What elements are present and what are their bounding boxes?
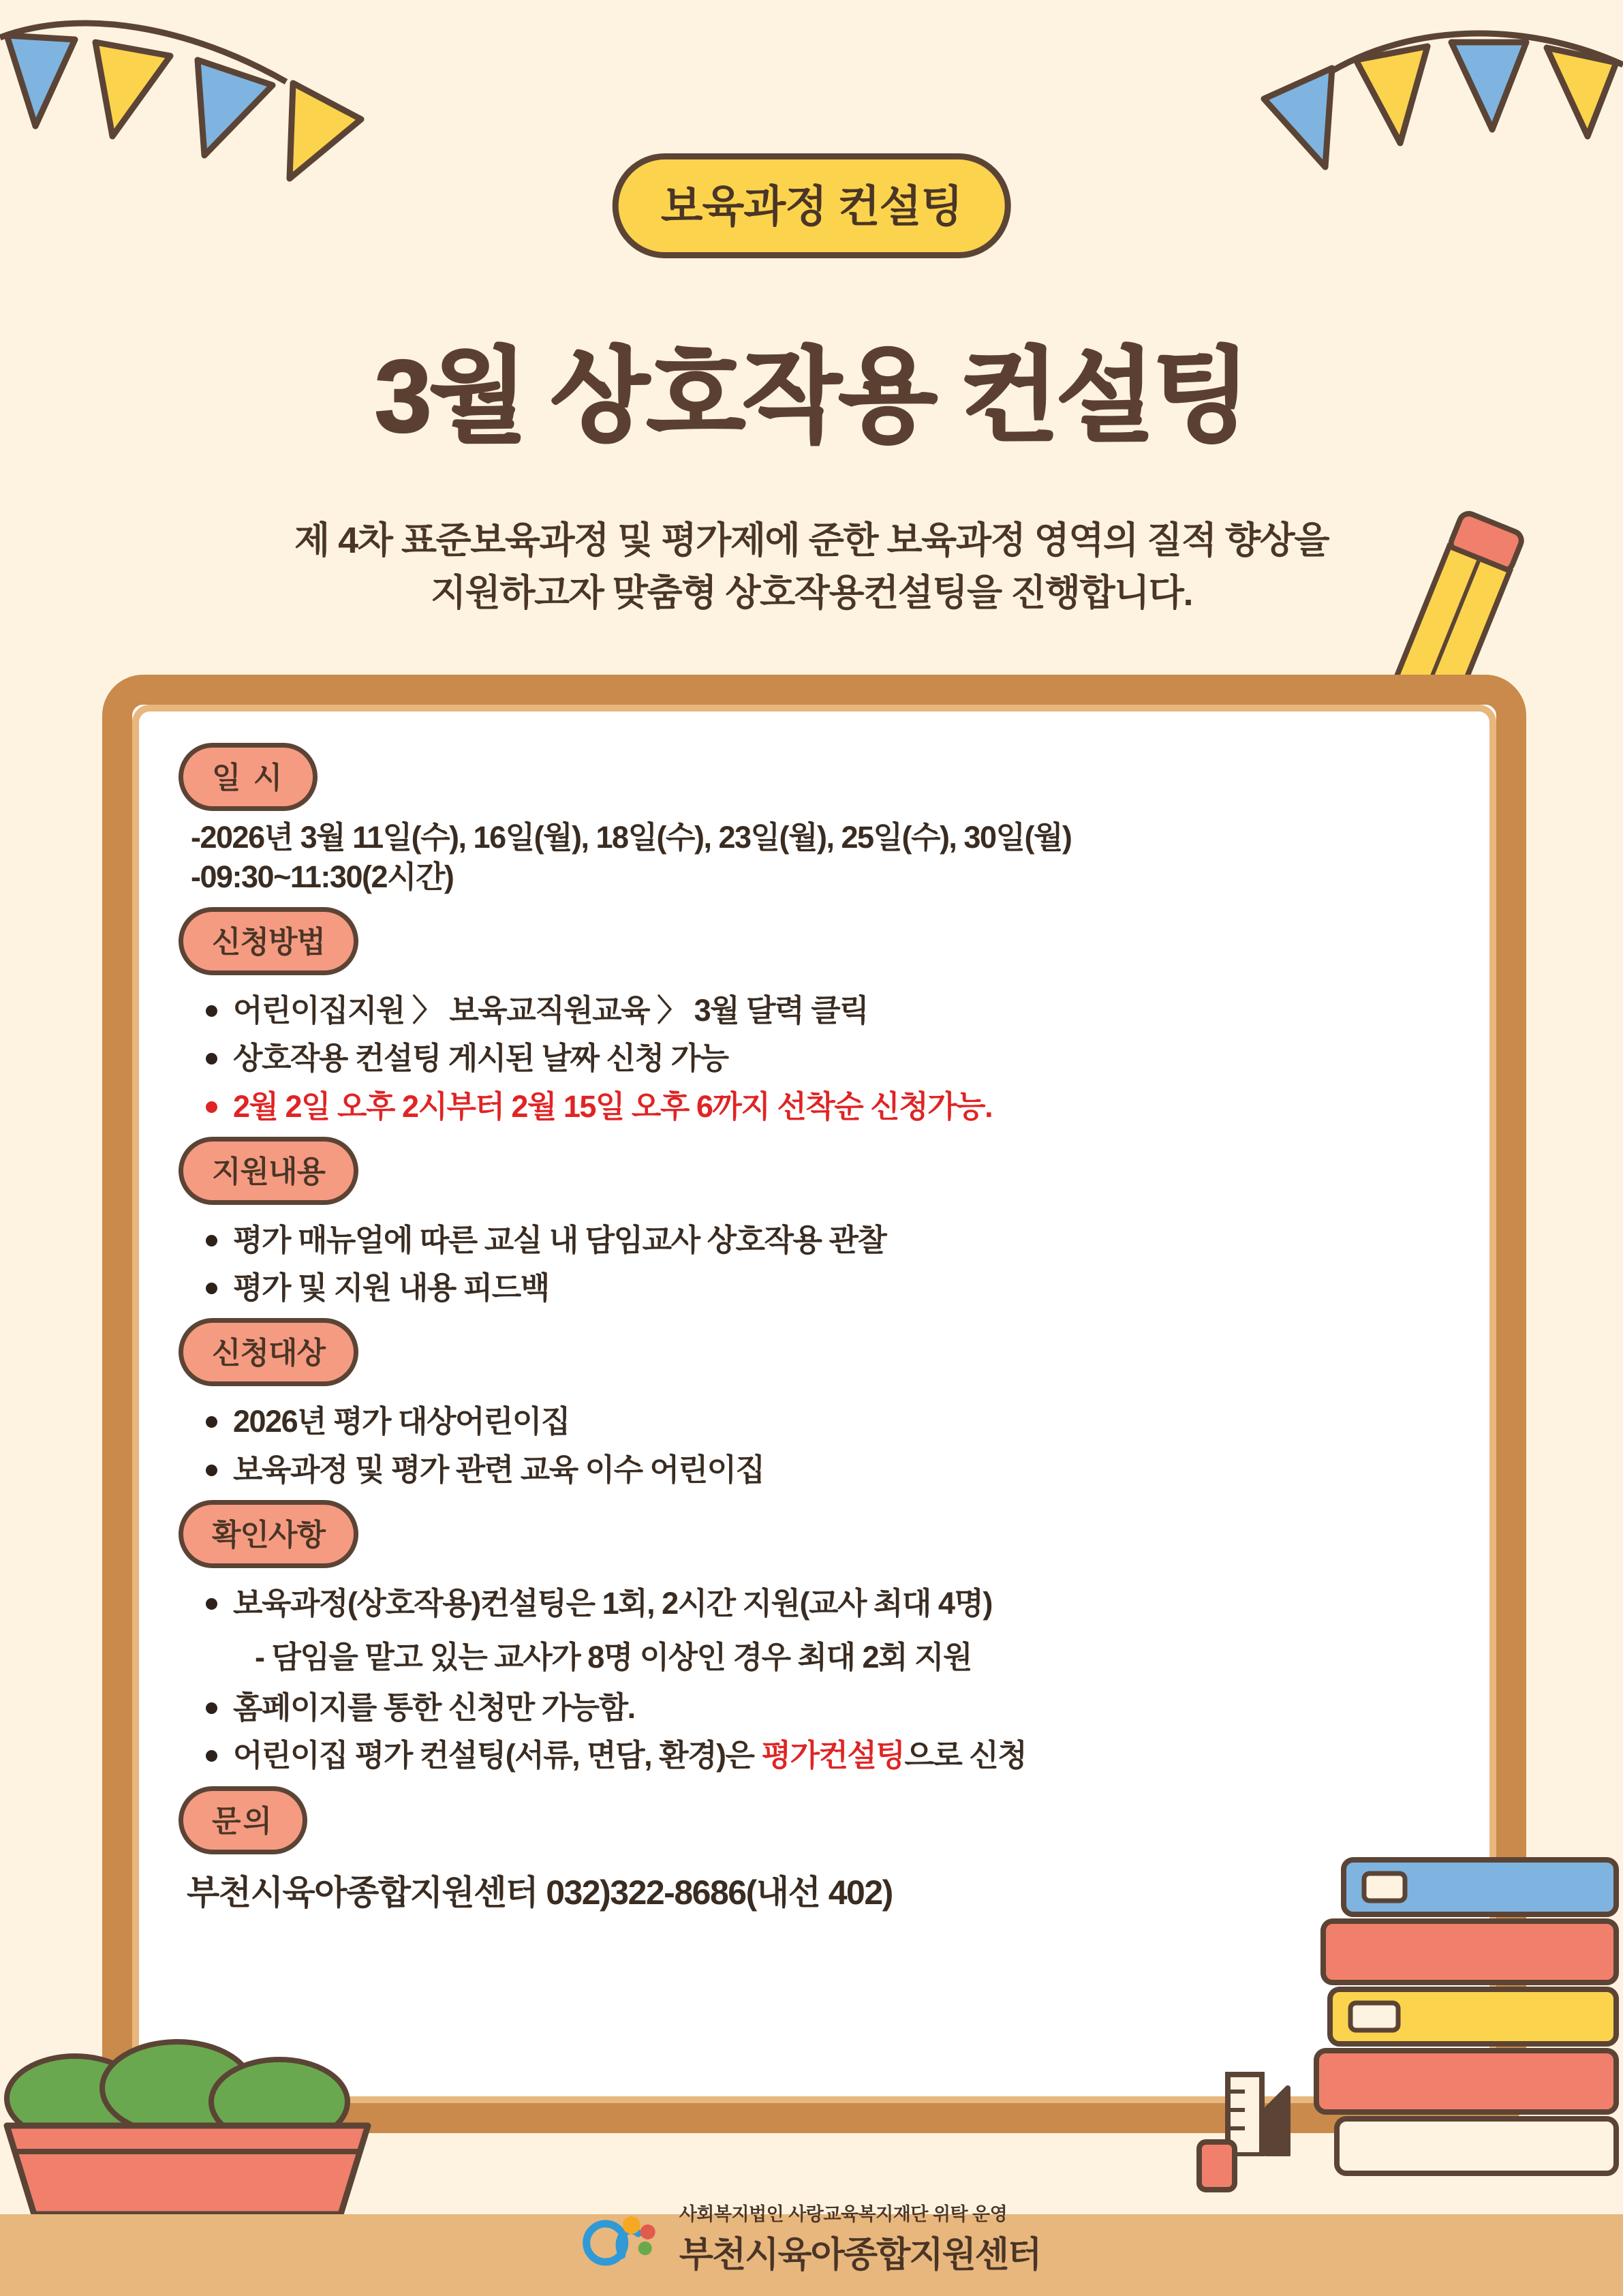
apply-method-list: [179, 992, 1450, 1126]
list-item: 평가 및 지원 내용 피드백: [202, 1269, 1450, 1307]
eraser-icon: [1194, 2132, 1241, 2194]
notes-item3-highlight: 평가컨설팅: [761, 1738, 905, 1773]
footer-subtitle: 사회복지법인 사랑교육복지재단 위탁 운영: [679, 2204, 1008, 2224]
plant-illustration: [0, 1996, 422, 2221]
subtitle-line-1: 제 4차 표준보육과정 및 평가제에 준한 보육과정 영역의 질적 향상을: [294, 520, 1329, 561]
books-illustration: [1310, 1833, 1623, 2214]
section-inquiry: [179, 1786, 1450, 1914]
center-logo-icon: [583, 2209, 664, 2267]
footer-title: 부천시육아종합지원센터: [679, 2235, 1041, 2275]
target-list: [179, 1403, 1450, 1489]
section-support-content: [179, 1137, 1450, 1308]
datetime-line-1: -2026년 3월 11일(수), 16일(월), 18일(수), 23일(월), 25일(수), 30일(월): [191, 820, 1072, 855]
support-content-list: [179, 1221, 1450, 1308]
section-label-inquiry: 문의: [179, 1786, 307, 1854]
notes-item3-prefix: 어린이집 평가 컨설팅(서류, 면담, 환경)은: [233, 1738, 762, 1773]
list-item: 어린이집지원 〉 보육교직원교육 〉 3월 달력 클릭: [202, 992, 1450, 1030]
footer-logo: [583, 2199, 1041, 2277]
list-item: 2월 2일 오후 2시부터 2월 15일 오후 6까지 선착순 신청가능.: [202, 1088, 1450, 1126]
page-badge: 보육과정 컨설팅: [613, 153, 1011, 258]
section-label-support-content: 지원내용: [179, 1137, 358, 1205]
notes-item3-suffix: 으로 신청: [904, 1738, 1027, 1773]
section-label-target: 신청대상: [179, 1318, 358, 1386]
section-datetime: [179, 743, 1450, 896]
list-item: 보육과정(상호작용)컨설팅은 1회, 2시간 지원(교사 최대 4명): [202, 1585, 1450, 1623]
section-label-notes: 확인사항: [179, 1500, 358, 1568]
list-item: 보육과정 및 평가 관련 교육 이수 어린이집: [202, 1451, 1450, 1489]
list-item: 2026년 평가 대상어린이집: [202, 1403, 1450, 1441]
section-label-apply-method: 신청방법: [179, 907, 358, 975]
subtitle-line-2: 지원하고자 맞춤형 상호작용컨설팅을 진행합니다.: [431, 572, 1192, 613]
list-item: [202, 1736, 1450, 1775]
list-item: 상호작용 컨설팅 게시된 날짜 신청 가능: [202, 1039, 1450, 1077]
notes-list-2: [179, 1689, 1450, 1775]
section-label-datetime: 일 시: [179, 743, 318, 811]
datetime-line-2: -09:30~11:30(2시간): [191, 859, 454, 894]
list-item: 홈페이지를 통한 신청만 가능함.: [202, 1689, 1450, 1727]
section-target: [179, 1318, 1450, 1489]
list-item: 평가 매뉴얼에 따른 교실 내 담임교사 상호작용 관찰: [202, 1221, 1450, 1259]
inquiry-contact: 부천시육아종합지원센터 032)322-8686(내선 402): [187, 1873, 893, 1912]
section-apply-method: [179, 907, 1450, 1126]
section-notes: [179, 1500, 1450, 1775]
notes-list: [179, 1585, 1450, 1623]
page-title: 3월 상호작용 컨설팅: [375, 339, 1248, 453]
content-board-inner: [132, 705, 1496, 2103]
notes-sub-line: - 담임을 맡고 있는 교사가 8명 이상인 경우 최대 2회 지원: [255, 1640, 972, 1675]
